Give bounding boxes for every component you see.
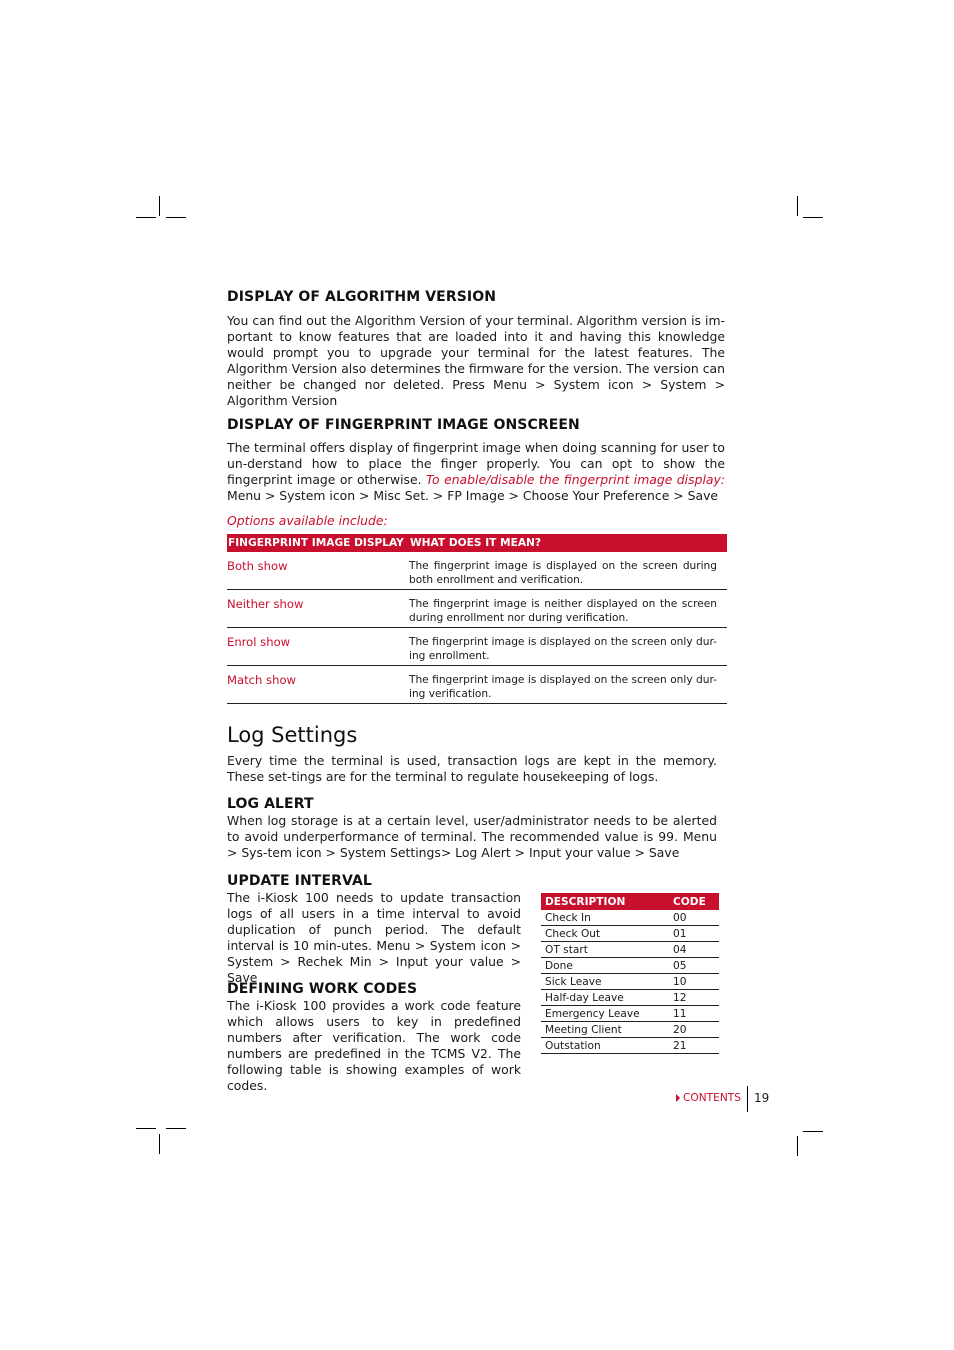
code-description: Meeting Client xyxy=(545,1023,622,1036)
option-description: The fingerprint image is displayed on the screen during both enrollment and verification. xyxy=(409,560,717,586)
table-row xyxy=(227,628,727,666)
option-description: The fingerprint image is neither displayed on the screen during enrollment nor during verification. xyxy=(409,598,717,624)
fingerprint-body-italic: To enable/disable the fingerprint image display: xyxy=(426,472,725,487)
log-settings-body: Every time the terminal is used, transaction logs are kept in the memory. These set-tings are for the terminal to regulate housekeeping of logs. xyxy=(227,753,717,784)
update-interval-body: The i-Kiosk 100 needs to update transaction logs of all users in a time interval to avoid duplication of punch period. The default interval is 10 min-utes. Menu > System icon > System > Rechek Min > Input your value > Save xyxy=(227,890,521,985)
page-number: 19 xyxy=(754,1091,770,1105)
crop-mark xyxy=(797,1136,798,1156)
table-row xyxy=(541,974,719,990)
algorithm-heading: DISPLAY OF ALGORITHM VERSION xyxy=(227,289,497,305)
contents-link-label: CONTENTS xyxy=(683,1092,741,1104)
triangle-right-icon xyxy=(676,1094,680,1102)
fingerprint-body-pre: The terminal offers display of fingerprint image when doing scanning for user to un-derstand how to place the finger properly. You can opt to show the fingerprint image or otherwise. xyxy=(227,440,725,487)
crop-mark xyxy=(166,217,186,218)
code-description: Check Out xyxy=(545,927,601,940)
code-description: Sick Leave xyxy=(545,975,602,988)
log-alert-heading: LOG ALERT xyxy=(227,796,314,812)
code-value: 20 xyxy=(673,1023,687,1036)
crop-mark xyxy=(159,1134,160,1154)
work-codes-heading: DEFINING WORK CODES xyxy=(227,981,418,997)
table-row xyxy=(541,1006,719,1022)
code-value: 10 xyxy=(673,975,687,988)
table-row xyxy=(227,590,727,628)
update-interval-heading: UPDATE INTERVAL xyxy=(227,873,372,889)
table-row xyxy=(541,942,719,958)
fingerprint-body-post: Menu > System icon > Misc Set. > FP Image > Choose Your Preference > Save xyxy=(227,488,719,503)
option-description: The fingerprint image is displayed on the screen only dur-ing verification. xyxy=(409,674,717,700)
code-value: 00 xyxy=(673,911,687,924)
footer-divider xyxy=(747,1086,748,1112)
column-header: CODE xyxy=(673,895,706,908)
crop-mark xyxy=(166,1128,186,1129)
table-header xyxy=(541,893,719,910)
table-row xyxy=(227,666,727,704)
crop-mark xyxy=(136,1128,156,1129)
code-description: Outstation xyxy=(545,1039,601,1052)
work-codes-table xyxy=(541,893,719,1054)
code-value: 05 xyxy=(673,959,687,972)
code-description: Done xyxy=(545,959,573,972)
crop-mark xyxy=(803,1131,823,1132)
code-value: 01 xyxy=(673,927,687,940)
options-label: Options available include: xyxy=(227,513,388,528)
code-value: 11 xyxy=(673,1007,687,1020)
code-value: 12 xyxy=(673,991,687,1004)
crop-mark xyxy=(797,196,798,216)
fingerprint-options-table xyxy=(227,534,727,704)
column-header: FINGERPRINT IMAGE DISPLAY xyxy=(228,537,404,549)
work-codes-body: The i-Kiosk 100 provides a work code feature which allows users to key in predefined numbers after verification. The work code numbers are predefined in the TCMS V2. The following table is showing examples of work codes. xyxy=(227,998,521,1093)
table-row xyxy=(541,1038,719,1054)
table-row xyxy=(227,552,727,590)
crop-mark xyxy=(136,217,156,218)
code-description: Half-day Leave xyxy=(545,991,624,1004)
code-description: OT start xyxy=(545,943,588,956)
contents-link[interactable] xyxy=(676,1092,741,1104)
table-header xyxy=(227,534,727,552)
crop-mark xyxy=(803,217,823,218)
table-row xyxy=(541,990,719,1006)
option-name: Enrol show xyxy=(227,635,291,649)
column-header: WHAT DOES IT MEAN? xyxy=(410,537,542,549)
column-header: DESCRIPTION xyxy=(545,895,626,908)
option-name: Neither show xyxy=(227,597,304,611)
table-row xyxy=(541,958,719,974)
crop-mark xyxy=(159,196,160,216)
fingerprint-heading: DISPLAY OF FINGERPRINT IMAGE ONSCREEN xyxy=(227,417,580,433)
table-row xyxy=(541,910,719,926)
log-settings-title: Log Settings xyxy=(227,723,358,747)
table-row xyxy=(541,926,719,942)
option-description: The fingerprint image is displayed on the screen only dur-ing enrollment. xyxy=(409,636,717,662)
table-row xyxy=(541,1022,719,1038)
option-name: Both show xyxy=(227,559,288,573)
option-name: Match show xyxy=(227,673,297,687)
code-description: Check In xyxy=(545,911,591,924)
code-description: Emergency Leave xyxy=(545,1007,640,1020)
fingerprint-body xyxy=(227,440,725,504)
code-value: 04 xyxy=(673,943,687,956)
algorithm-body: You can find out the Algorithm Version of your terminal. Algorithm version is im-portant to know features that are loaded into it and having this knowledge would prompt you to upgrade your terminal for the latest features. The Algorithm Version also determines the firmware for the version. The version can neither be changed nor deleted. Press Menu > System icon > System > Algorithm Version xyxy=(227,313,725,408)
log-alert-body: When log storage is at a certain level, user/administrator needs to be alerted to avoid underperformance of terminal. The recommended value is 99. Menu > Sys-tem icon > System Settings> Log Alert > Input your value > Save xyxy=(227,813,717,860)
code-value: 21 xyxy=(673,1039,687,1052)
